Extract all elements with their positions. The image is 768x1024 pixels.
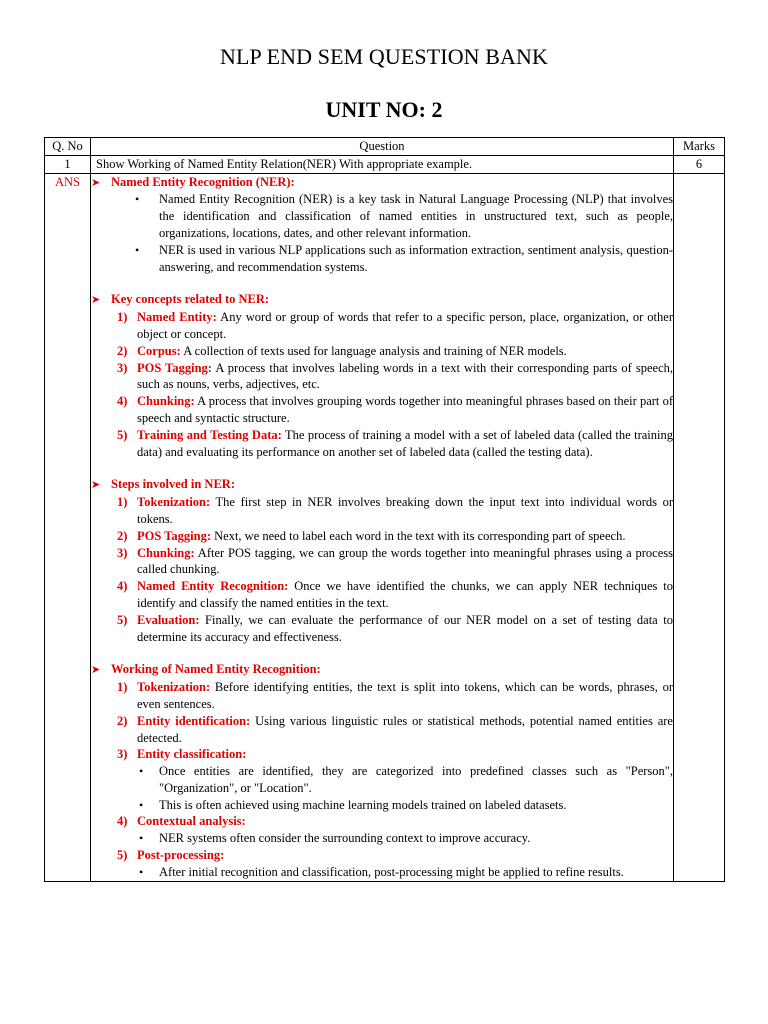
list-item: [117, 612, 673, 646]
arrow-right-icon: ➤: [91, 478, 101, 492]
list-item: [117, 309, 673, 343]
answer-label: ANS: [45, 173, 91, 881]
item-number: 4): [117, 394, 128, 409]
question-row: [45, 155, 725, 173]
item-term: Named Entity:: [137, 310, 217, 325]
list-item: • After initial recognition and classification, post-processing might be applied to refine results.: [139, 864, 673, 881]
item-text: The first step in NER involves breaking down the input text into individual words or tokens.: [137, 495, 673, 526]
item-text: Next, we need to label each word in the text with its corresponding part of speech.: [211, 528, 626, 543]
item-number: 2): [117, 528, 128, 543]
list-item: • Named Entity Recognition (NER) is a key task in Natural Language Processing (NLP) that involves the identification and classification of named entities in unstructured text, such as people, organizations, locations, dates, and other relevant information.: [135, 191, 673, 241]
item-text: Any word or group of words that refer to a specific person, place, organization, or other object or concept.: [137, 310, 673, 341]
answer-body: [91, 173, 674, 881]
item-number: 5): [117, 427, 128, 442]
item-term: Entity identification:: [137, 713, 251, 728]
item-number: 1): [117, 495, 128, 510]
answer-marks-cell: [674, 173, 725, 881]
item-term: Tokenization:: [137, 680, 211, 695]
section-heading: Key concepts related to NER:: [111, 292, 270, 307]
item-number: 5): [117, 612, 128, 627]
list-item: [117, 393, 673, 427]
item-number: 4): [117, 579, 128, 594]
item-number: 2): [117, 343, 128, 358]
answer-row: [45, 173, 725, 881]
list-item: • Once entities are identified, they are categorized into predefined classes such as "Person", "Organization", or "Location".: [139, 763, 673, 797]
numbered-list: [91, 679, 673, 881]
item-number: 2): [117, 713, 128, 728]
list-item: [117, 679, 673, 713]
item-term: Tokenization:: [137, 495, 211, 510]
item-term: Chunking:: [137, 545, 195, 560]
list-item: [117, 847, 673, 881]
sub-bullet-list: [137, 763, 673, 813]
section-heading: Steps involved in NER:: [111, 477, 235, 492]
list-item: [117, 813, 673, 847]
item-term: POS Tagging:: [137, 528, 211, 543]
section-key-concepts: [91, 291, 673, 460]
numbered-list: [91, 494, 673, 645]
item-term: Named Entity Recognition:: [137, 579, 289, 594]
item-term: Corpus:: [137, 343, 181, 358]
list-item: [117, 545, 673, 579]
item-number: 3): [117, 360, 128, 375]
numbered-list: [91, 309, 673, 460]
arrow-right-icon: ➤: [91, 175, 101, 189]
section-working: [91, 661, 673, 880]
item-text: After POS tagging, we can group the words together into meaningful phrases using a process called chunking.: [137, 545, 673, 577]
item-text: A process that involves grouping words together into meaningful phrases based on their part of speech and syntactic structure.: [137, 394, 673, 425]
item-number: 4): [117, 814, 128, 829]
list-item: [117, 360, 673, 394]
list-item: [117, 427, 673, 461]
table-header-row: [45, 138, 725, 156]
question-marks: 6: [674, 155, 725, 173]
item-text: Using various linguistic rules or statistical methods, potential named entities are detected.: [137, 713, 673, 745]
section-ner-definition: [91, 174, 673, 276]
item-term: Entity classification:: [137, 747, 247, 762]
unit-heading: UNIT NO: 2: [325, 97, 443, 122]
list-item: [117, 713, 673, 747]
sub-bullet-list: [137, 864, 673, 881]
header-marks: Marks: [674, 138, 725, 156]
sub-bullet-list: [137, 830, 673, 847]
item-term: Chunking:: [137, 394, 195, 409]
list-item: • NER is used in various NLP applications such as information extraction, sentiment analysis, question-answering, and recommendation systems.: [135, 242, 673, 276]
item-text: The process of training a model with a set of labeled data (called the training data) and evaluating its performance on another set of labeled data (called the testing data).: [137, 427, 673, 459]
arrow-right-icon: ➤: [91, 663, 101, 677]
list-item: • NER systems often consider the surrounding context to improve accuracy.: [139, 830, 673, 847]
arrow-right-icon: ➤: [91, 293, 101, 307]
item-term: POS Tagging:: [137, 360, 212, 375]
item-term: Evaluation:: [137, 612, 200, 627]
list-item: • This is often achieved using machine learning models trained on labeled datasets.: [139, 797, 673, 814]
item-number: 3): [117, 747, 128, 762]
list-item: [117, 746, 673, 813]
header-qno: Q. No: [45, 138, 91, 156]
item-text: A collection of texts used for language analysis and training of NER models.: [180, 343, 567, 358]
item-text: A process that involves labeling words in a text with their corresponding parts of speech, such as nouns, verbs, adjectives, etc.: [137, 360, 673, 392]
bullet-list: [91, 191, 673, 275]
item-text: Before identifying entities, the text is split into tokens, which can be words, phrases, or even sentences.: [137, 680, 673, 711]
question-number: 1: [45, 155, 91, 173]
item-term: Training and Testing Data:: [137, 427, 282, 442]
question-text: Show Working of Named Entity Relation(NER) With appropriate example.: [91, 155, 674, 173]
list-item: [117, 343, 673, 360]
list-item: [117, 494, 673, 528]
item-text: Finally, we can evaluate the performance of our NER model on a set of testing data to determine its accuracy and effectiveness.: [137, 612, 673, 644]
section-heading: Working of Named Entity Recognition:: [111, 662, 321, 677]
item-number: 1): [117, 310, 128, 325]
item-number: 1): [117, 680, 128, 695]
document-title: NLP END SEM QUESTION BANK: [219, 44, 549, 69]
list-item: [117, 578, 673, 612]
item-term: Contextual analysis:: [137, 814, 246, 829]
item-term: Post-processing:: [137, 848, 225, 863]
header-question: Question: [91, 138, 674, 156]
section-steps: [91, 476, 673, 645]
list-item: [117, 528, 673, 545]
item-number: 5): [117, 848, 128, 863]
section-heading: Named Entity Recognition (NER):: [111, 174, 295, 189]
item-text: Once we have identified the chunks, we can apply NER techniques to identify and classify the named entities in the text.: [137, 579, 674, 610]
question-table: [44, 137, 725, 882]
item-number: 3): [117, 545, 128, 560]
